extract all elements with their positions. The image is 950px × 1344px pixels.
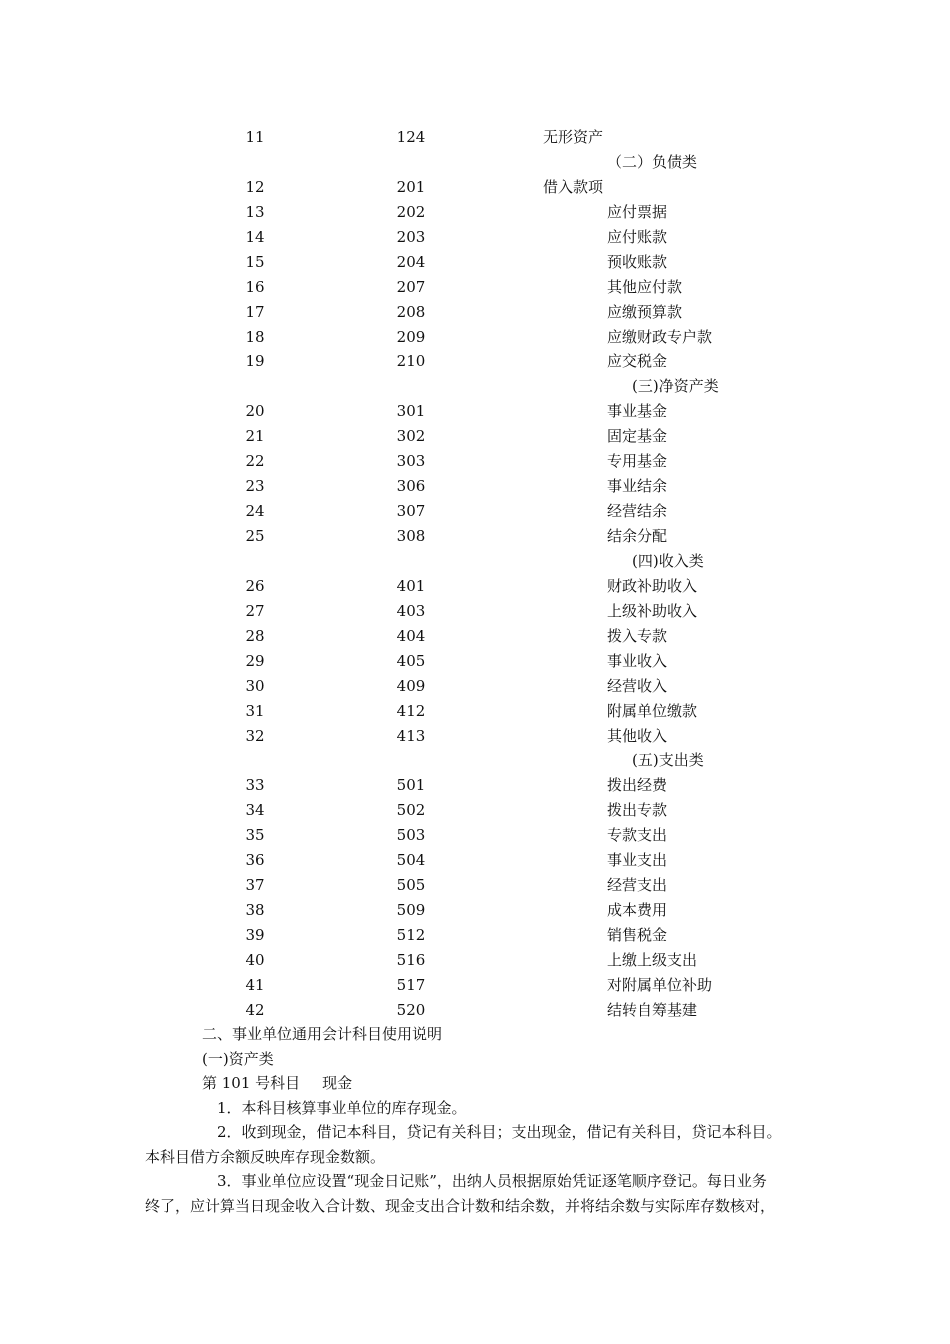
- account-name: 固定基金: [607, 427, 668, 446]
- account-code: 307: [396, 502, 426, 521]
- table-row: [0, 848, 950, 873]
- account-name: 销售税金: [607, 926, 668, 944]
- account-code: 202: [396, 202, 426, 221]
- category-row: [0, 374, 950, 399]
- row-number: 27: [245, 601, 265, 620]
- account-title-name: 现金: [322, 1074, 353, 1092]
- section-body: [145, 1022, 815, 1218]
- row-number: 28: [245, 626, 265, 645]
- table-row: [0, 948, 950, 973]
- account-code: 209: [396, 327, 426, 346]
- row-number: 24: [245, 502, 265, 521]
- row-number: 12: [245, 177, 265, 196]
- account-code: 404: [396, 626, 426, 645]
- account-name: 经营结余: [607, 502, 668, 521]
- category-label: （二）负债类: [607, 152, 698, 171]
- account-code: 503: [396, 826, 426, 845]
- account-name: 事业基金: [607, 402, 668, 421]
- account-code: 302: [396, 427, 426, 446]
- account-name: 拨出经费: [607, 776, 668, 795]
- row-number: 29: [245, 651, 265, 670]
- account-name: 借入款项: [543, 177, 604, 196]
- account-code: 401: [396, 576, 426, 595]
- table-row: [0, 823, 950, 848]
- table-row: [0, 225, 950, 250]
- row-number: 40: [245, 950, 265, 969]
- row-number: 18: [245, 327, 265, 346]
- table-row: [0, 499, 950, 524]
- account-name: 财政补助收入: [607, 576, 698, 595]
- account-code: 412: [396, 701, 426, 720]
- account-name: 应付账款: [607, 227, 668, 246]
- row-number: 19: [245, 352, 265, 371]
- table-row: [0, 674, 950, 699]
- table-row: [0, 649, 950, 674]
- account-name: 其他收入: [607, 726, 668, 745]
- account-name: 应付票据: [607, 202, 668, 221]
- account-code: 201: [396, 177, 426, 196]
- account-table: [0, 125, 950, 1023]
- account-name: 其他应付款: [607, 277, 683, 296]
- row-number: 32: [245, 726, 265, 745]
- row-number: 33: [245, 776, 265, 795]
- table-row: [0, 524, 950, 549]
- account-code: 517: [396, 975, 426, 994]
- table-row: [0, 275, 950, 300]
- table-row: [0, 699, 950, 724]
- table-row: [0, 724, 950, 749]
- table-row: [0, 574, 950, 599]
- account-code: 502: [396, 801, 426, 820]
- account-code: 512: [396, 926, 426, 944]
- account-name: 上缴上级支出: [607, 950, 698, 969]
- row-number: 22: [245, 452, 265, 471]
- row-number: 25: [245, 527, 265, 545]
- row-number: 36: [245, 851, 265, 870]
- account-name: 附属单位缴款: [607, 701, 698, 720]
- category-row: [0, 748, 950, 773]
- account-name: 经营支出: [607, 876, 668, 895]
- account-name: 事业收入: [607, 651, 668, 670]
- account-code: 203: [396, 227, 426, 246]
- account-code: 403: [396, 601, 426, 620]
- account-code: 210: [396, 352, 426, 371]
- account-name: 预收账款: [607, 252, 668, 271]
- account-name: 无形资产: [543, 128, 604, 146]
- account-code: 124: [396, 128, 426, 146]
- account-name: 专款支出: [607, 826, 668, 845]
- table-row: [0, 624, 950, 649]
- account-code: 504: [396, 851, 426, 870]
- row-number: 41: [245, 975, 265, 994]
- row-number: 38: [245, 901, 265, 920]
- table-row: [0, 973, 950, 998]
- table-row: [0, 300, 950, 325]
- table-row: [0, 424, 950, 449]
- account-code: 308: [396, 527, 426, 545]
- row-number: 17: [245, 302, 265, 321]
- row-number: 16: [245, 277, 265, 296]
- paragraph-2-line-2: 本科目借方余额反映库存现金数额。: [145, 1147, 386, 1166]
- category-label: (四)收入类: [632, 551, 704, 570]
- table-row: [0, 923, 950, 948]
- row-number: 35: [245, 826, 265, 845]
- account-code: 208: [396, 302, 426, 321]
- paragraph-2-line-1: 2．收到现金，借记本科目，贷记有关科目；支出现金，借记有关科目，贷记本科目。: [217, 1123, 782, 1141]
- row-number: 15: [245, 252, 265, 271]
- account-name: 应缴预算款: [607, 302, 683, 321]
- account-code: 306: [396, 477, 426, 496]
- account-name: 专用基金: [607, 452, 668, 471]
- account-code: 405: [396, 651, 426, 670]
- account-name: 拨入专款: [607, 626, 668, 645]
- row-number: 13: [245, 202, 265, 221]
- account-name: 结转自筹基建: [607, 1000, 698, 1019]
- table-row: [0, 873, 950, 898]
- account-name: 事业支出: [607, 851, 668, 870]
- table-row: [0, 175, 950, 200]
- account-code: 409: [396, 676, 426, 695]
- row-number: 31: [245, 701, 265, 720]
- table-row: [0, 898, 950, 923]
- account-code: 204: [396, 252, 426, 271]
- account-code: 501: [396, 776, 426, 795]
- table-row: [0, 250, 950, 275]
- row-number: 23: [245, 477, 265, 496]
- row-number: 11: [245, 128, 265, 146]
- table-row: [0, 399, 950, 424]
- account-code: 413: [396, 726, 426, 745]
- row-number: 39: [245, 926, 265, 944]
- account-name: 上级补助收入: [607, 601, 698, 620]
- paragraph-3-line-1: 3．事业单位应设置“现金日记账”，出纳人员根据原始凭证逐笔顺序登记。每日业务: [217, 1172, 767, 1190]
- account-code: 520: [396, 1000, 426, 1019]
- table-row: [0, 998, 950, 1023]
- section-subheading: (一)资产类: [202, 1049, 274, 1068]
- table-row: [0, 200, 950, 225]
- account-name: 事业结余: [607, 477, 668, 496]
- account-code: 207: [396, 277, 426, 296]
- row-number: 37: [245, 876, 265, 895]
- section-heading: 二、事业单位通用会计科目使用说明: [202, 1025, 443, 1043]
- row-number: 20: [245, 402, 265, 421]
- row-number: 14: [245, 227, 265, 246]
- table-row: [0, 325, 950, 350]
- account-code: 509: [396, 901, 426, 920]
- table-row: [0, 599, 950, 624]
- category-label: (五)支出类: [632, 751, 704, 770]
- row-number: 26: [245, 576, 265, 595]
- account-title-prefix: 第 101 号科目: [202, 1074, 301, 1092]
- category-label: (三)净资产类: [632, 377, 719, 396]
- table-row: [0, 125, 950, 150]
- account-name: 应缴财政专户款: [607, 327, 713, 346]
- account-name: 拨出专款: [607, 801, 668, 820]
- account-code: 516: [396, 950, 426, 969]
- row-number: 21: [245, 427, 265, 446]
- table-row: [0, 449, 950, 474]
- table-row: [0, 798, 950, 823]
- table-row: [0, 349, 950, 374]
- account-name: 结余分配: [607, 527, 668, 545]
- account-name: 成本费用: [607, 901, 668, 920]
- row-number: 42: [245, 1000, 265, 1019]
- row-number: 30: [245, 676, 265, 695]
- paragraph-1: 1．本科目核算事业单位的库存现金。: [217, 1098, 467, 1117]
- row-number: 34: [245, 801, 265, 820]
- account-name: 对附属单位补助: [607, 975, 713, 994]
- table-row: [0, 773, 950, 798]
- account-code: 301: [396, 402, 426, 421]
- account-name: 经营收入: [607, 676, 668, 695]
- account-code: 303: [396, 452, 426, 471]
- account-code: 505: [396, 876, 426, 895]
- category-row: [0, 150, 950, 175]
- account-name: 应交税金: [607, 352, 668, 371]
- account-title: [145, 1071, 815, 1096]
- table-row: [0, 474, 950, 499]
- paragraph-3-line-2: 终了，应计算当日现金收入合计数、现金支出合计数和结余数，并将结余数与实际库存数核对，: [145, 1196, 776, 1215]
- category-row: [0, 549, 950, 574]
